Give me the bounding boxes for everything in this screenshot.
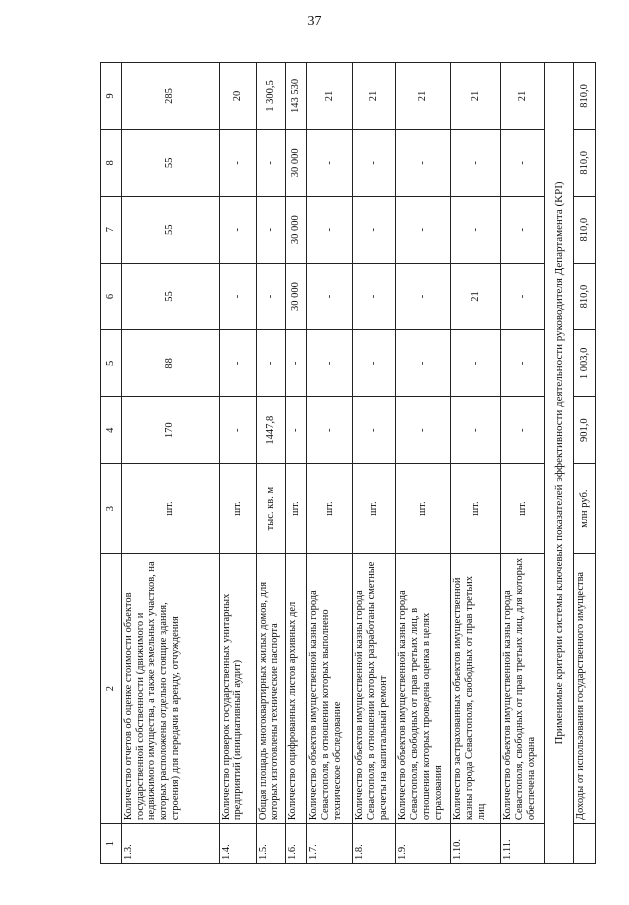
value-cell: -: [352, 330, 396, 397]
unit-cell: тыс. кв. м: [256, 464, 285, 554]
value-cell: -: [219, 196, 256, 263]
value-cell: -: [285, 330, 307, 397]
value-cell: 170: [121, 397, 219, 464]
value-cell: 30 000: [285, 263, 307, 330]
value-cell: 1447,8: [256, 397, 285, 464]
row-number: 1.3.: [121, 824, 219, 864]
table-row: [574, 63, 596, 864]
value-cell: -: [501, 129, 545, 196]
value-cell: -: [501, 397, 545, 464]
rotated-table-container: [100, 62, 596, 864]
value-cell: 21: [352, 63, 396, 130]
value-cell: -: [396, 129, 451, 196]
indicator-name: Количество застрахованных объектов имущественной казны города Севастополя, свободных от прав третьих лиц: [451, 554, 501, 824]
value-cell: -: [219, 330, 256, 397]
column-number-header: 8: [101, 129, 122, 196]
indicator-name: Количество проверок государственных унитарных предприятий (инициативный аудит): [219, 554, 256, 824]
value-cell: -: [451, 196, 501, 263]
value-cell: -: [256, 330, 285, 397]
column-number-header: 3: [101, 464, 122, 554]
value-cell: 285: [121, 63, 219, 130]
column-number-header: 1: [101, 824, 122, 864]
table-row: [451, 63, 501, 864]
value-cell: -: [352, 397, 396, 464]
column-number-header: 9: [101, 63, 122, 130]
value-cell: -: [396, 263, 451, 330]
header-row: [101, 63, 122, 864]
table-row: [219, 63, 256, 864]
row-number: 1.4.: [219, 824, 256, 864]
value-cell: -: [307, 196, 353, 263]
value-cell: 20: [219, 63, 256, 130]
value-cell: -: [396, 330, 451, 397]
value-cell: 21: [307, 63, 353, 130]
unit-cell: шт.: [307, 464, 353, 554]
value-cell: -: [219, 129, 256, 196]
row-number: 1.7.: [307, 824, 353, 864]
value-cell: -: [451, 330, 501, 397]
row-number: [574, 824, 596, 864]
value-cell: -: [285, 397, 307, 464]
column-number-header: 7: [101, 196, 122, 263]
value-cell: -: [307, 330, 353, 397]
value-cell: -: [219, 397, 256, 464]
value-cell: 30 000: [285, 196, 307, 263]
unit-cell: шт.: [219, 464, 256, 554]
value-cell: -: [501, 263, 545, 330]
unit-cell: шт.: [285, 464, 307, 554]
table-row: [307, 63, 353, 864]
value-cell: 55: [121, 196, 219, 263]
unit-cell: шт.: [352, 464, 396, 554]
row-number: 1.10.: [451, 824, 501, 864]
kpi-table: [100, 62, 596, 864]
indicator-name: Количество объектов имущественной казны города Севастополя, свободных от прав третьих лиц, для которых обеспечена охрана: [501, 554, 545, 824]
value-cell: -: [307, 397, 353, 464]
indicator-name: Количество объектов имущественной казны города Севастополя, в отношении которых разработаны сметные расчеты на капитальный ремонт: [352, 554, 396, 824]
unit-cell: шт.: [501, 464, 545, 554]
value-cell: 88: [121, 330, 219, 397]
value-cell: -: [501, 196, 545, 263]
value-cell: 810,0: [574, 196, 596, 263]
column-number-header: 2: [101, 554, 122, 824]
table-row: [285, 63, 307, 864]
page-number: 37: [307, 14, 322, 29]
value-cell: -: [307, 263, 353, 330]
rotated-table: [100, 62, 596, 864]
value-cell: 901,0: [574, 397, 596, 464]
value-cell: 21: [451, 263, 501, 330]
value-cell: -: [307, 129, 353, 196]
column-number-header: 5: [101, 330, 122, 397]
value-cell: -: [219, 263, 256, 330]
unit-cell: шт.: [396, 464, 451, 554]
value-cell: -: [256, 129, 285, 196]
table-row: [352, 63, 396, 864]
indicator-name: Количество оцифрованных листов архивных дел: [285, 554, 307, 824]
value-cell: -: [396, 397, 451, 464]
value-cell: 55: [121, 263, 219, 330]
row-number: 1.5.: [256, 824, 285, 864]
unit-cell: шт.: [451, 464, 501, 554]
value-cell: -: [256, 263, 285, 330]
value-cell: -: [501, 330, 545, 397]
value-cell: -: [352, 129, 396, 196]
indicator-name: Количество объектов имущественной казны города Севастополя, свободных от прав третьих лиц, в отношении которых проведена оценка в целях страхования: [396, 554, 451, 824]
indicator-name: Количество объектов имущественной казны города Севастополя, в отношении которых выполнено техническое обследование: [307, 554, 353, 824]
unit-cell: шт.: [121, 464, 219, 554]
table-row: [256, 63, 285, 864]
indicator-name: Количество отчетов об оценке стоимости объектов государственной собственности (движимого и недвижимого имущества, а также земельных участков, на которых расположены отдельно стоящие здания, строения) для передачи в аренду, отчуждения: [121, 554, 219, 824]
row-number: 1.8.: [352, 824, 396, 864]
value-cell: 30 000: [285, 129, 307, 196]
row-number: 1.6.: [285, 824, 307, 864]
value-cell: 810,0: [574, 63, 596, 130]
table-row: [396, 63, 451, 864]
value-cell: 1 003,0: [574, 330, 596, 397]
row-number: 1.11.: [501, 824, 545, 864]
value-cell: 21: [451, 63, 501, 130]
unit-cell: млн руб.: [574, 464, 596, 554]
value-cell: -: [256, 196, 285, 263]
value-cell: -: [451, 129, 501, 196]
value-cell: 143 530: [285, 63, 307, 130]
indicator-name: Общая площадь многоквартирных жилых домов, для которых изготовлены технические паспорта: [256, 554, 285, 824]
value-cell: 810,0: [574, 263, 596, 330]
column-number-header: 4: [101, 397, 122, 464]
value-cell: -: [451, 397, 501, 464]
row-number: 1.9.: [396, 824, 451, 864]
indicator-name: Доходы от использования государственного имущества: [574, 554, 596, 824]
value-cell: 810,0: [574, 129, 596, 196]
value-cell: 21: [396, 63, 451, 130]
section-title: Применимые критерии системы ключевых показателей эффективности деятельности руководителя Департамента (KPI): [544, 63, 573, 864]
table-row: [121, 63, 219, 864]
value-cell: -: [352, 263, 396, 330]
value-cell: 21: [501, 63, 545, 130]
section-row: [544, 63, 573, 864]
value-cell: -: [396, 196, 451, 263]
table-row: [501, 63, 545, 864]
value-cell: -: [352, 196, 396, 263]
column-number-header: 6: [101, 263, 122, 330]
value-cell: 1 300,5: [256, 63, 285, 130]
value-cell: 55: [121, 129, 219, 196]
